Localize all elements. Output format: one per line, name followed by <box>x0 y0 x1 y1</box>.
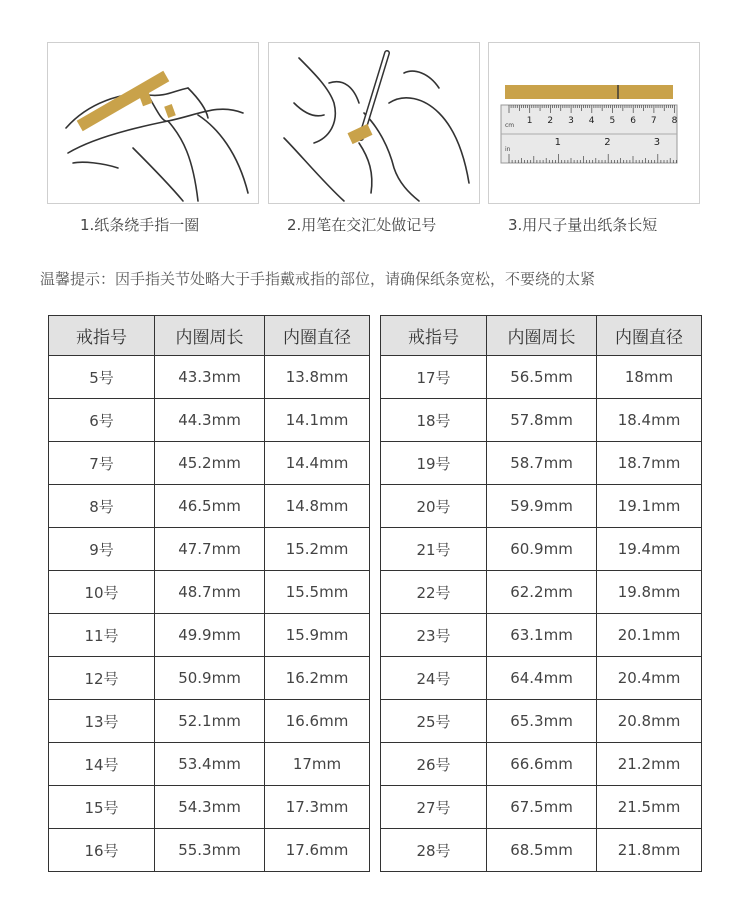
circumference-cell: 65.3mm <box>487 700 597 743</box>
table-row <box>381 571 702 614</box>
ring-size-cell: 12号 <box>49 657 155 700</box>
ring-size-cell: 16号 <box>49 829 155 872</box>
ruler-label-top: 4 <box>588 116 595 126</box>
table-row <box>49 528 370 571</box>
ruler-label-top: 8 <box>671 116 678 126</box>
diameter-cell: 17.6mm <box>265 829 370 872</box>
circumference-cell: 68.5mm <box>487 829 597 872</box>
table-row <box>49 786 370 829</box>
diameter-cell: 15.5mm <box>265 571 370 614</box>
ruler-unit-in: in <box>505 146 511 153</box>
ruler-label-top: 7 <box>650 116 657 126</box>
circumference-cell: 48.7mm <box>155 571 265 614</box>
circumference-cell: 62.2mm <box>487 571 597 614</box>
diameter-cell: 20.8mm <box>597 700 702 743</box>
diameter-cell: 19.1mm <box>597 485 702 528</box>
ruler-label-bottom: 3 <box>653 137 661 148</box>
ring-size-cell: 14号 <box>49 743 155 786</box>
table-row <box>49 829 370 872</box>
ring-size-cell: 21号 <box>381 528 487 571</box>
circumference-cell: 66.6mm <box>487 743 597 786</box>
ring-size-cell: 25号 <box>381 700 487 743</box>
diameter-cell: 14.1mm <box>265 399 370 442</box>
circumference-cell: 52.1mm <box>155 700 265 743</box>
size-table-left <box>48 315 370 872</box>
circumference-cell: 53.4mm <box>155 743 265 786</box>
circumference-cell: 56.5mm <box>487 356 597 399</box>
ruler-label-bottom: 2 <box>604 137 611 148</box>
pen-mark-icon <box>269 43 479 203</box>
ruler-label-bottom: 1 <box>554 137 561 148</box>
step-3-caption: 3.用尺子量出纸条长短 <box>508 216 658 234</box>
ring-size-cell: 24号 <box>381 657 487 700</box>
diameter-cell: 19.8mm <box>597 571 702 614</box>
ring-size-cell: 8号 <box>49 485 155 528</box>
ring-size-cell: 19号 <box>381 442 487 485</box>
ring-size-cell: 27号 <box>381 786 487 829</box>
ring-size-cell: 6号 <box>49 399 155 442</box>
circumference-cell: 43.3mm <box>155 356 265 399</box>
ring-size-cell: 5号 <box>49 356 155 399</box>
circumference-cell: 63.1mm <box>487 614 597 657</box>
diameter-cell: 17.3mm <box>265 786 370 829</box>
table-row <box>381 614 702 657</box>
diameter-cell: 14.8mm <box>265 485 370 528</box>
table-row <box>381 743 702 786</box>
ruler-label-top: 2 <box>547 116 554 126</box>
ruler-label-top: 6 <box>630 116 636 126</box>
ring-size-cell: 23号 <box>381 614 487 657</box>
circumference-cell: 54.3mm <box>155 786 265 829</box>
diameter-cell: 18mm <box>597 356 702 399</box>
circumference-cell: 50.9mm <box>155 657 265 700</box>
table-row <box>381 528 702 571</box>
header-circumference: 内圈周长 <box>155 316 265 356</box>
header-diameter: 内圈直径 <box>265 316 370 356</box>
header-ring-size: 戒指号 <box>381 316 487 356</box>
ruler-label-top: 3 <box>568 116 574 126</box>
table-row <box>49 485 370 528</box>
table-row <box>381 442 702 485</box>
circumference-cell: 64.4mm <box>487 657 597 700</box>
circumference-cell: 67.5mm <box>487 786 597 829</box>
diameter-cell: 21.2mm <box>597 743 702 786</box>
circumference-cell: 44.3mm <box>155 399 265 442</box>
table-row <box>381 399 702 442</box>
step-2-caption: 2.用笔在交汇处做记号 <box>287 216 437 234</box>
header-ring-size: 戒指号 <box>49 316 155 356</box>
diameter-cell: 13.8mm <box>265 356 370 399</box>
ring-size-cell: 10号 <box>49 571 155 614</box>
table-row <box>381 700 702 743</box>
ring-size-cell: 13号 <box>49 700 155 743</box>
diameter-cell: 16.2mm <box>265 657 370 700</box>
ring-size-cell: 18号 <box>381 399 487 442</box>
ring-size-cell: 15号 <box>49 786 155 829</box>
circumference-cell: 46.5mm <box>155 485 265 528</box>
tip-text: 温馨提示：因手指关节处略大于手指戴戒指的部位，请确保纸条宽松，不要绕的太紧 <box>40 270 596 288</box>
diameter-cell: 14.4mm <box>265 442 370 485</box>
diameter-cell: 21.8mm <box>597 829 702 872</box>
step-2-illustration <box>268 42 480 204</box>
table-row <box>49 356 370 399</box>
ruler-label-top: 1 <box>526 116 533 126</box>
table-row <box>49 614 370 657</box>
ruler-unit-cm: cm <box>505 122 515 129</box>
ring-size-cell: 22号 <box>381 571 487 614</box>
ring-size-cell: 28号 <box>381 829 487 872</box>
ring-size-cell: 11号 <box>49 614 155 657</box>
diameter-cell: 19.4mm <box>597 528 702 571</box>
circumference-cell: 45.2mm <box>155 442 265 485</box>
table-row <box>381 356 702 399</box>
table-row <box>381 657 702 700</box>
diameter-cell: 18.4mm <box>597 399 702 442</box>
step-1-caption: 1.纸条绕手指一圈 <box>80 216 200 234</box>
circumference-cell: 60.9mm <box>487 528 597 571</box>
diameter-cell: 15.9mm <box>265 614 370 657</box>
circumference-cell: 59.9mm <box>487 485 597 528</box>
diameter-cell: 20.4mm <box>597 657 702 700</box>
diameter-cell: 20.1mm <box>597 614 702 657</box>
diameter-cell: 16.6mm <box>265 700 370 743</box>
ring-size-cell: 17号 <box>381 356 487 399</box>
finger-wrap-icon <box>48 43 258 203</box>
circumference-cell: 47.7mm <box>155 528 265 571</box>
circumference-cell: 58.7mm <box>487 442 597 485</box>
ring-size-cell: 7号 <box>49 442 155 485</box>
ruler-label-top: 5 <box>609 116 616 126</box>
header-diameter: 内圈直径 <box>597 316 702 356</box>
table-row <box>49 442 370 485</box>
table-row <box>381 829 702 872</box>
step-3-illustration <box>488 42 700 204</box>
table-row <box>49 700 370 743</box>
ring-size-cell: 9号 <box>49 528 155 571</box>
diameter-cell: 21.5mm <box>597 786 702 829</box>
step-1-illustration <box>47 42 259 204</box>
circumference-cell: 49.9mm <box>155 614 265 657</box>
table-row <box>381 485 702 528</box>
circumference-cell: 57.8mm <box>487 399 597 442</box>
table-row <box>49 743 370 786</box>
diameter-cell: 17mm <box>265 743 370 786</box>
circumference-cell: 55.3mm <box>155 829 265 872</box>
diameter-cell: 15.2mm <box>265 528 370 571</box>
ring-size-cell: 26号 <box>381 743 487 786</box>
ring-size-cell: 20号 <box>381 485 487 528</box>
table-row <box>381 786 702 829</box>
header-circumference: 内圈周长 <box>487 316 597 356</box>
ruler-measure-icon <box>489 43 699 203</box>
diameter-cell: 18.7mm <box>597 442 702 485</box>
table-row <box>49 399 370 442</box>
table-row <box>49 657 370 700</box>
table-row <box>49 571 370 614</box>
size-table-right <box>380 315 702 872</box>
